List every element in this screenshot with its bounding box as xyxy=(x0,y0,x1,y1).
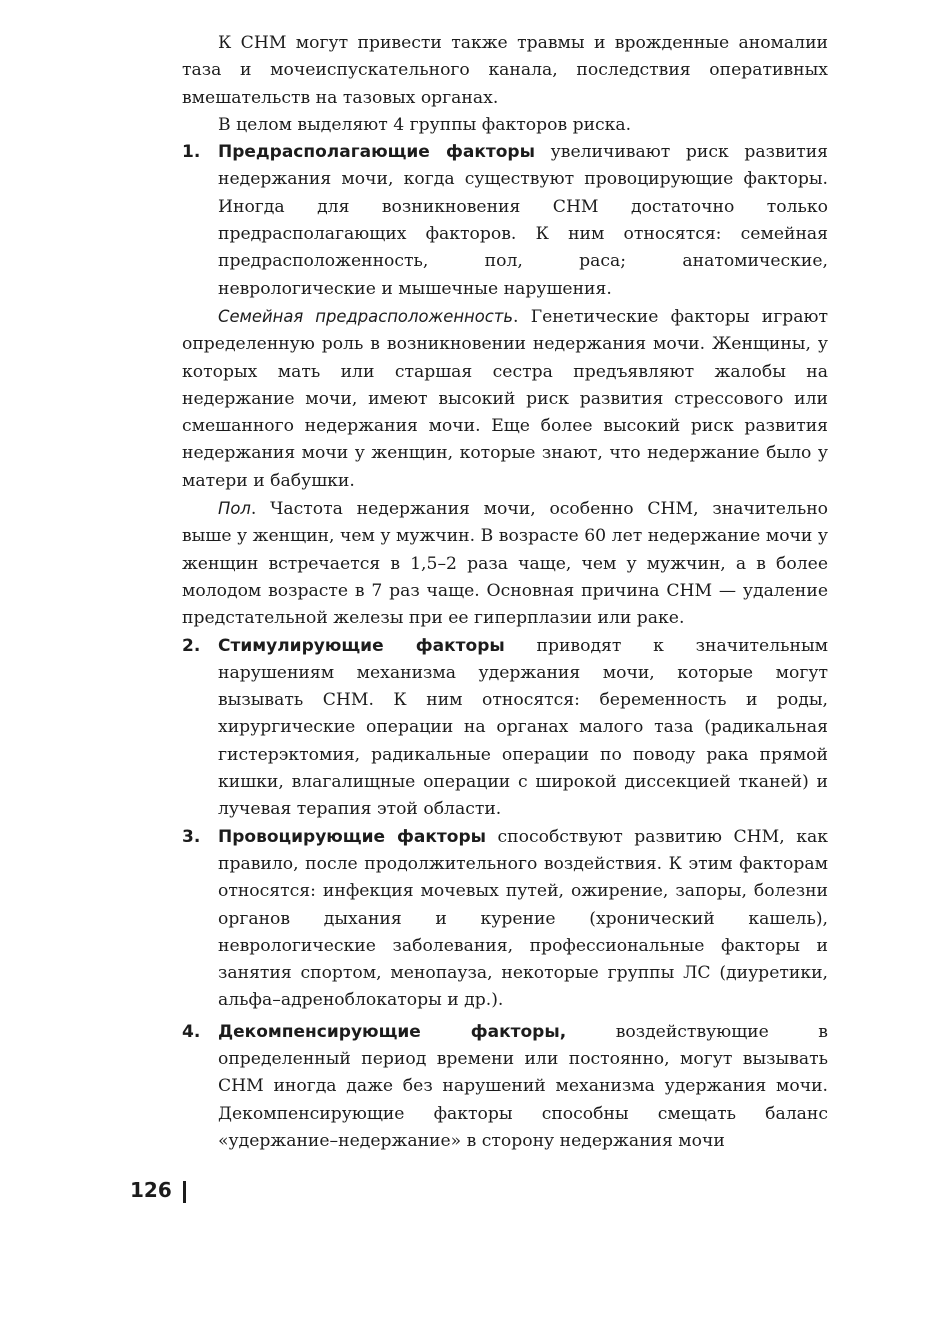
paragraph-sex xyxy=(182,495,828,632)
list-item-text: воздействующие в определенный период времени или постоянно, могут вызывать СНМ иногда даже без нарушений механизма удержания мочи. Декомпенсирующие факторы способны смещать баланс «удержание–недержание» в сторону недержания мочи xyxy=(218,1021,828,1151)
list-item-decompensating xyxy=(182,1019,828,1155)
folio-divider xyxy=(183,1181,186,1203)
paragraph-text: . Генетические факторы играют определенную роль в возникновении недержания мочи. Женщины, у которых мать или старшая сестра предъявляют жалобы на недержание мочи, имеют высокий риск развития стрессового или смешанного недержания мочи. Еще более высокий риск развития недержания мочи у женщин, которые знают, что недержание было у матери и бабушки. xyxy=(182,306,828,491)
list-item-text: приводят к значительным нарушениям механизма удержания мочи, которые могут вызывать СНМ. К ним относятся: беременность и роды, хирургические операции на органах малого таза (радикальная гистерэктомия, радикальные операции по поводу рака прямой кишки, влагалищные операции с широкой диссекцией тканей) и лучевая терапия этой области. xyxy=(218,635,828,820)
paragraph-text: . Частота недержания мочи, особенно СНМ, значительно выше у женщин, чем у мужчин. В возрасте 60 лет недержание мочи у женщин встречается в 1,5–2 раза чаще, чем у мужчин, а в более молодом возрасте в 7 раз чаще. Основная причина СНМ — удаление предстательной железы при ее гиперплазии или раке. xyxy=(182,499,828,629)
list-item-text: увеличивают риск развития недержания мочи, когда существуют провоцирующие факторы. Иногда для возникновения СНМ достаточно только предрасполагающих факторов. К ним относятся: семейная предрасположенность, пол, раса; анатомические, неврологические и мышечные нарушения. xyxy=(218,142,828,299)
paragraph-trauma: К СНМ могут привести также травмы и врожденные аномалии таза и мочеиспускательного канала, последствия оперативных вмешательств на тазовых органах. xyxy=(182,33,828,108)
paragraph-family xyxy=(182,303,828,495)
body-text xyxy=(182,30,828,1155)
term-family: Семейная предрасположенность xyxy=(218,306,513,326)
term-stimulating: Стимулирующие факторы xyxy=(218,635,505,656)
term-sex: Пол xyxy=(218,499,251,519)
term-decompensating: Декомпенсирующие факторы, xyxy=(218,1021,567,1042)
list-item-text: способствуют развитию СНМ, как правило, после продолжительного воздействия. К этим факторам относятся: инфекция мочевых путей, ожирение, запоры, болезни органов дыхания и курение (хронический кашель), неврологические заболевания, профессиональные факторы и занятия спортом, менопауза, некоторые группы ЛС (диуретики, альфа–адреноблокаторы и др.). xyxy=(218,826,828,1011)
list-number: 1. xyxy=(182,142,201,163)
page-number: 126 xyxy=(130,1178,172,1202)
list-item-provoking xyxy=(182,824,828,1015)
list-number: 4. xyxy=(182,1021,201,1042)
list-number: 3. xyxy=(182,826,201,847)
paragraph-groups-intro: В целом выделяют 4 группы факторов риска. xyxy=(218,114,632,135)
list-item-stimulating xyxy=(182,633,828,824)
term-provoking: Провоцирующие факторы xyxy=(218,826,486,847)
term-predisposing: Предрасполагающие факторы xyxy=(218,142,535,163)
list-item-predisposing xyxy=(182,139,828,303)
list-number: 2. xyxy=(182,635,201,656)
